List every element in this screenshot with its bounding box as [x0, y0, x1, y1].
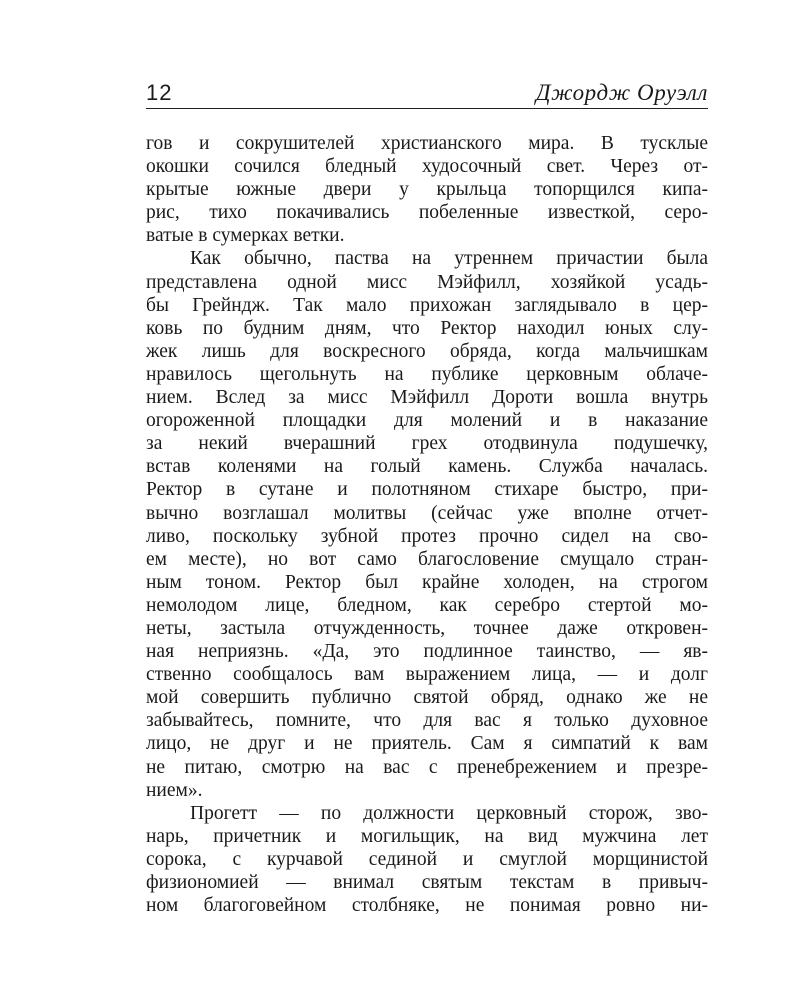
text-line: жек лишь для воскресного обряда, когда мальчишкам: [146, 340, 708, 362]
text-line: Прогетт — по должности церковный сторож, зво-: [190, 802, 708, 824]
text-line: нарь, причетник и могильщик, на вид мужчина лет: [146, 825, 708, 847]
text-line: нием. Вслед за мисс Мэйфилл Дороти вошла внутрь: [146, 387, 708, 409]
paragraph: [146, 802, 708, 917]
text-line: не питаю, смотрю на вас с пренебрежением и презре-: [146, 756, 708, 778]
text-line: ливо, поскольку зубной протез прочно сидел на сво-: [146, 525, 708, 547]
text-line: сорока, с курчавой сединой и смуглой морщинистой: [146, 848, 708, 870]
body-text: [146, 132, 708, 917]
text-line: Ректор в сутане и полотняном стихаре быстро, при-: [146, 479, 708, 501]
text-line: ственно сообщалось вам выражением лица, — и долг: [146, 664, 708, 686]
text-line: ным тоном. Ректор был крайне холоден, на строгом: [146, 571, 708, 593]
paragraph: [146, 132, 708, 247]
text-line: Как обычно, паства на утреннем причастии была: [190, 248, 708, 270]
text-line: ная неприязнь. «Да, это подлинное таинство, — яв-: [146, 641, 708, 663]
text-line: встав коленями на голый камень. Служба началась.: [146, 456, 708, 478]
text-line: немолодом лице, бледном, как серебро стертой мо-: [146, 594, 708, 616]
text-line: физиономией — внимал святым текстам в привыч-: [146, 872, 708, 893]
text-line: рис, тихо покачивались побеленные известкой, серо-: [146, 202, 708, 224]
text-line: вычно возглашал молитвы (сейчас уже вполне отчет-: [146, 502, 708, 524]
text-line: неты, застыла отчужденность, точнее даже откровен-: [146, 617, 708, 639]
text-line: гов и сокрушителей христианского мира. В тусклые: [146, 133, 708, 154]
text-line: окошки сочился бледный худосочный свет. Через от-: [146, 156, 708, 178]
text-line: за некий вчерашний грех отодвинула подушечку,: [146, 433, 708, 455]
text-line: крытые южные двери у крыльца топорщился кипа-: [146, 179, 708, 201]
text-line: бы Грейндж. Так мало прихожан заглядывало в цер-: [146, 294, 708, 316]
text-line: мой совершить публично святой обряд, однако же не: [146, 687, 708, 709]
page-number: 12: [146, 80, 173, 105]
text-line: лицо, не друг и не приятель. Сам я симпатий к вам: [146, 733, 708, 755]
text-line: ном благоговейном столбняке, не понимая ровно ни-: [146, 895, 708, 917]
text-line: нием».: [146, 779, 203, 801]
text-line: забывайтесь, помните, что для вас я только духовное: [146, 710, 708, 732]
page-header: [146, 78, 708, 109]
text-line: ковь по будним дням, что Ректор находил юных слу-: [146, 317, 708, 339]
text-line: ватые в сумерках ветки.: [146, 225, 345, 247]
text-line: ем месте), но вот само благословение смущало стран-: [146, 548, 708, 570]
text-line: нравилось щегольнуть на публике церковным облаче-: [146, 363, 708, 385]
paragraph: [146, 247, 708, 801]
running-title: Джордж Оруэлл: [535, 80, 708, 105]
text-line: огороженной площадки для молений и в наказание: [146, 410, 708, 432]
text-line: представлена одной мисс Мэйфилл, хозяйкой усадь-: [146, 271, 708, 293]
